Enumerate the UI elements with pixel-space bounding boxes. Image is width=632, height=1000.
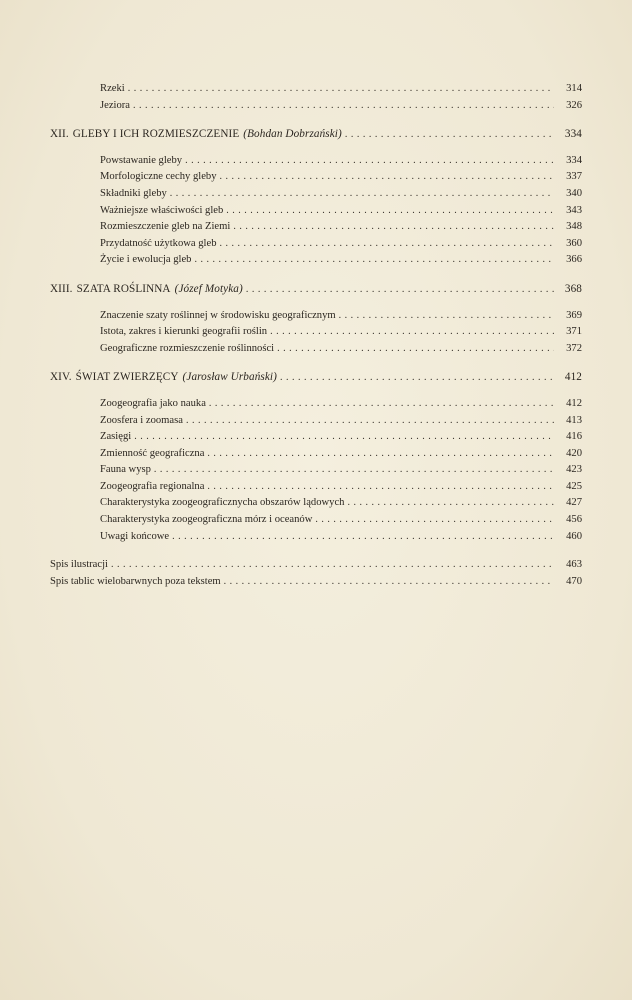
chapter-title: GLEBY I ICH ROZMIESZCZENIE xyxy=(72,128,240,141)
toc-entry-page: 366 xyxy=(566,254,582,266)
toc-entry xyxy=(50,81,582,98)
toc-entry-page: 463 xyxy=(566,559,582,571)
toc-entry-page: 413 xyxy=(566,414,582,426)
toc-entry-page: 369 xyxy=(566,309,582,321)
toc-entry-page: 348 xyxy=(566,221,582,233)
dot-leader xyxy=(194,252,554,269)
toc-entry-title: Charakterystyka zoogeograficznycha obszarów lądowych xyxy=(100,497,345,509)
toc-entry-title: Rzeki xyxy=(100,83,125,94)
dot-leader xyxy=(224,574,554,591)
toc-entry xyxy=(50,462,582,479)
chapter-title: SZATA ROŚLINNA xyxy=(76,282,171,295)
chapter-author: (Jarosław Urbański) xyxy=(182,371,277,384)
toc-entry-page: 420 xyxy=(566,447,582,459)
toc-entry-page: 423 xyxy=(566,464,582,476)
toc-entry-title: Zoosfera i zoomasa xyxy=(100,414,183,426)
toc-entry xyxy=(50,324,582,341)
toc-entry-title: Zmienność geograficzna xyxy=(100,447,205,459)
toc-entry xyxy=(50,446,582,463)
dot-leader xyxy=(233,219,554,236)
toc-entry-title: Powstawanie gleby xyxy=(100,154,183,166)
toc-entry-page: 456 xyxy=(566,514,582,526)
chapter-number: XIII. xyxy=(50,282,73,295)
toc-entry-title: Zoogeografia regionalna xyxy=(100,480,205,492)
dot-leader xyxy=(226,203,554,220)
toc-entry-page: 460 xyxy=(566,530,582,542)
toc-entry-title: Jeziora xyxy=(100,99,130,111)
toc-entry xyxy=(50,341,582,358)
dot-leader xyxy=(207,446,554,463)
chapter-heading xyxy=(50,369,582,386)
toc-entry-page: 340 xyxy=(566,187,582,199)
toc-entry xyxy=(50,396,582,413)
toc-entry-title: Morfologiczne cechy gleby xyxy=(100,171,217,183)
toc-entry-page: 416 xyxy=(566,431,582,443)
dot-leader xyxy=(170,186,554,203)
dot-leader xyxy=(133,98,554,115)
toc-entry xyxy=(50,557,582,574)
toc-entry-title: Geograficzne rozmieszczenie roślinności xyxy=(100,342,275,354)
dot-leader xyxy=(111,557,554,574)
dot-leader xyxy=(270,324,554,341)
toc-entry-page: 343 xyxy=(566,204,582,216)
toc-entry-title: Spis ilustracji xyxy=(50,559,108,571)
toc-entry-page: 470 xyxy=(566,575,582,587)
toc-entry-title: Składniki gleby xyxy=(100,187,167,199)
toc-entry-page: 314 xyxy=(566,83,582,94)
chapter-author: (Bohdan Dobrzański) xyxy=(243,128,342,141)
dot-leader xyxy=(154,462,554,479)
dot-leader xyxy=(207,479,554,496)
toc-entry-title: Charakterystyka zoogeograficzna mórz i oceanów xyxy=(100,514,313,526)
chapter-heading xyxy=(50,126,582,143)
chapter-number: XII. xyxy=(50,128,69,141)
toc-entry xyxy=(50,574,582,591)
chapter-author: (Józef Motyka) xyxy=(174,282,243,295)
toc-entry-title: Istota, zakres i kierunki geografii roślin xyxy=(100,326,268,338)
toc-entry-page: 334 xyxy=(566,154,582,166)
toc-entry-title: Zasięgi xyxy=(100,431,132,443)
table-of-contents xyxy=(50,81,582,590)
dot-leader xyxy=(339,308,554,325)
toc-entry-title: Uwagi końcowe xyxy=(100,530,170,542)
dot-leader xyxy=(345,127,554,144)
toc-entry-page: 372 xyxy=(566,342,582,354)
dot-leader xyxy=(246,282,554,299)
dot-leader xyxy=(277,341,554,358)
toc-entry xyxy=(50,529,582,546)
toc-entry xyxy=(50,169,582,186)
dot-leader xyxy=(280,370,554,387)
toc-entry-title: Przydatność użytkowa gleb xyxy=(100,237,217,249)
dot-leader xyxy=(186,413,554,430)
toc-entry-title: Znaczenie szaty roślinnej w środowisku geograficznym xyxy=(100,309,336,321)
toc-entry xyxy=(50,98,582,115)
toc-entry-page: 371 xyxy=(566,326,582,338)
dot-leader xyxy=(128,81,554,98)
toc-entry-title: Ważniejsze właściwości gleb xyxy=(100,204,224,216)
chapter-number: XIV. xyxy=(50,371,72,384)
dot-leader xyxy=(209,396,554,413)
toc-entry xyxy=(50,219,582,236)
toc-entry xyxy=(50,153,582,170)
toc-entry-page: 360 xyxy=(566,237,582,249)
toc-entry-page: 412 xyxy=(566,397,582,409)
toc-entry-title: Spis tablic wielobarwnych poza tekstem xyxy=(50,575,221,587)
toc-entry-page: 337 xyxy=(566,171,582,183)
toc-entry-title: Fauna wysp xyxy=(100,464,151,476)
toc-entry xyxy=(50,413,582,430)
toc-entry xyxy=(50,236,582,253)
dot-leader xyxy=(347,495,554,512)
chapter-page: 368 xyxy=(564,282,582,295)
toc-entry xyxy=(50,308,582,325)
toc-entry-page: 427 xyxy=(566,497,582,509)
toc-entry-page: 326 xyxy=(566,99,582,111)
toc-entry-title: Życie i ewolucja gleb xyxy=(100,254,192,266)
toc-entry-page: 425 xyxy=(566,480,582,492)
toc-entry xyxy=(50,203,582,220)
toc-entry-title: Zoogeografia jako nauka xyxy=(100,397,206,409)
chapter-page: 334 xyxy=(564,128,582,141)
chapter-title: ŚWIAT ZWIERZĘCY xyxy=(75,371,179,384)
toc-entry xyxy=(50,479,582,496)
dot-leader xyxy=(220,236,554,253)
toc-entry xyxy=(50,495,582,512)
dot-leader xyxy=(185,153,554,170)
toc-entry xyxy=(50,186,582,203)
dot-leader xyxy=(134,429,554,446)
toc-entry-title: Rozmieszczenie gleb na Ziemi xyxy=(100,221,231,233)
toc-entry xyxy=(50,252,582,269)
dot-leader xyxy=(220,169,555,186)
chapter-page: 412 xyxy=(564,371,582,384)
chapter-heading xyxy=(50,281,582,298)
toc-entry xyxy=(50,429,582,446)
toc-entry xyxy=(50,512,582,529)
dot-leader xyxy=(315,512,554,529)
dot-leader xyxy=(172,529,554,546)
